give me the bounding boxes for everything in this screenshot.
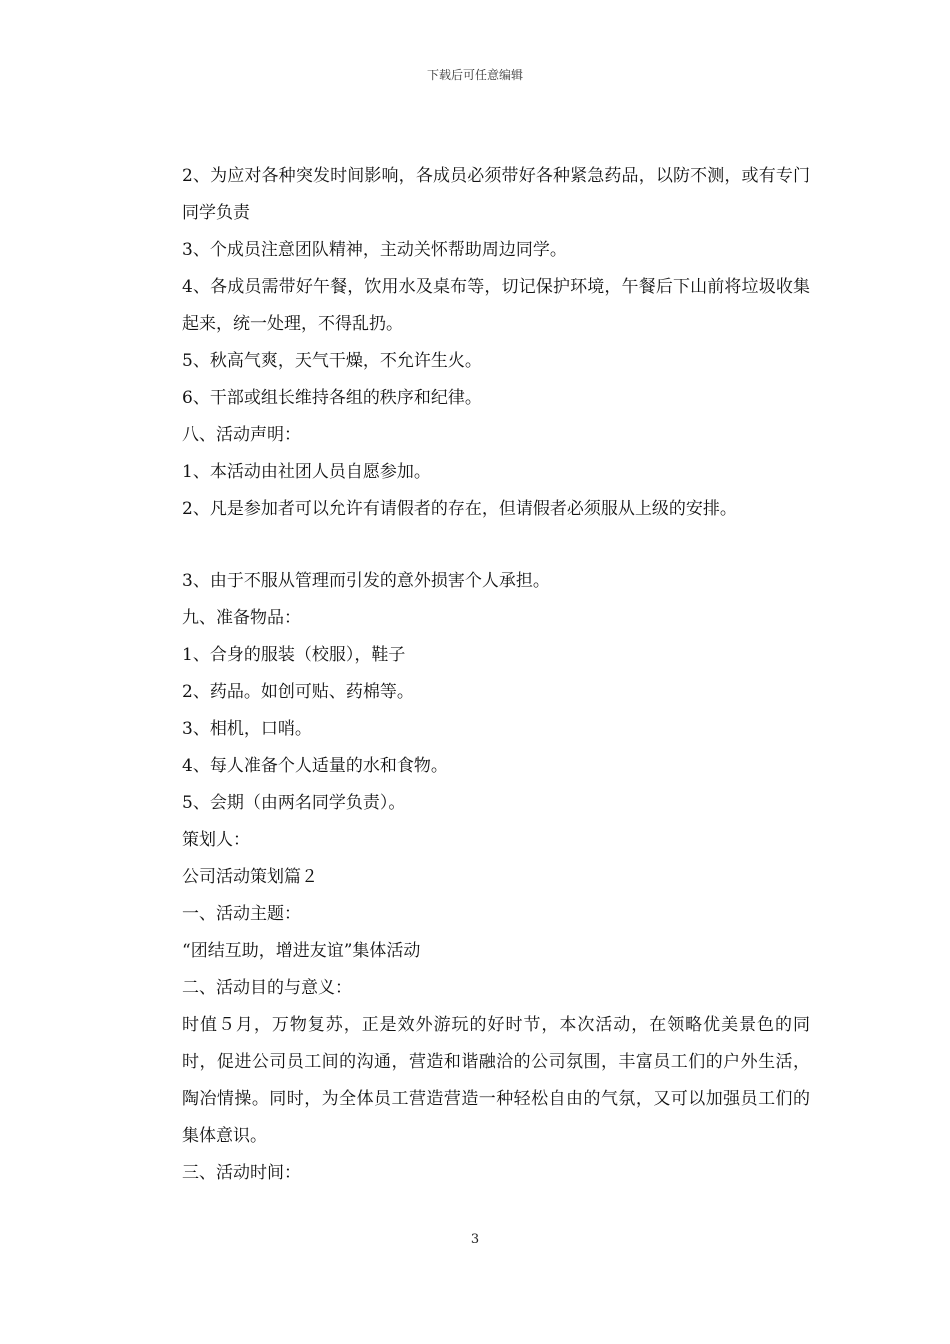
page-header-note: 下载后可任意编辑	[426, 68, 523, 82]
paragraph-voluntary: 1、本活动由社团人员自愿参加。	[182, 462, 431, 482]
document-body	[145, 158, 810, 1192]
paragraph-purpose-body: 时值５月，万物复苏，正是效外游玩的好时节，本次活动，在领略优美景色的同时，促进公司员工间的沟通，营造和谐融洽的公司氛围，丰富员工们的户外生活，陶冶情操。同时，为全体员工营造营造一种轻松自由的气氛，又可以加强员工们的集体意识。	[182, 1015, 810, 1146]
page-number: 3	[470, 1232, 480, 1247]
list-item-camera-whistle: 3、相机，口哨。	[182, 719, 312, 739]
planner-label: 策划人：	[182, 830, 250, 850]
paragraph-emergency-medicine: 2、为应对各种突发时间影响，各成员必须带好各种紧急药品，以防不测，或有专门同学负责	[182, 166, 810, 223]
paragraph-no-fire: 5、秋高气爽，天气干燥，不允许生火。	[182, 351, 482, 371]
list-item-meeting-period: 5、会期（由两名同学负责）。	[182, 793, 406, 813]
heading-preparation-items: 九、准备物品：	[182, 608, 301, 628]
heading-purpose-meaning: 二、活动目的与意义：	[182, 978, 352, 998]
paragraph-leave-request: 2、凡是参加者可以允许有请假者的存在，但请假者必须服从上级的安排。	[182, 499, 737, 519]
list-item-clothing: 1、合身的服装（校服），鞋子	[182, 645, 406, 665]
activity-theme-text: “团结互助，增进友谊”集体活动	[182, 941, 421, 961]
paragraph-team-spirit: 3、个成员注意团队精神，主动关怀帮助周边同学。	[182, 240, 567, 260]
heading-activity-time: 三、活动时间：	[182, 1163, 301, 1183]
heading-activity-theme: 一、活动主题：	[182, 904, 301, 924]
blank-line	[145, 528, 810, 563]
section-title-company-plan-2: 公司活动策划篇２	[182, 867, 318, 887]
paragraph-lunch-environment: 4、各成员需带好午餐，饮用水及桌布等，切记保护环境，午餐后下山前将垃圾收集起来，统一处理，不得乱扔。	[182, 277, 810, 334]
list-item-medicine: 2、药品。如创可贴、药棉等。	[182, 682, 414, 702]
list-item-water-food: 4、每人准备个人适量的水和食物。	[182, 756, 448, 776]
heading-activity-statement: 八、活动声明：	[182, 425, 301, 445]
paragraph-liability: 3、由于不服从管理而引发的意外损害个人承担。	[182, 571, 550, 591]
paragraph-order-discipline: 6、干部或组长维持各组的秩序和纪律。	[182, 388, 482, 408]
